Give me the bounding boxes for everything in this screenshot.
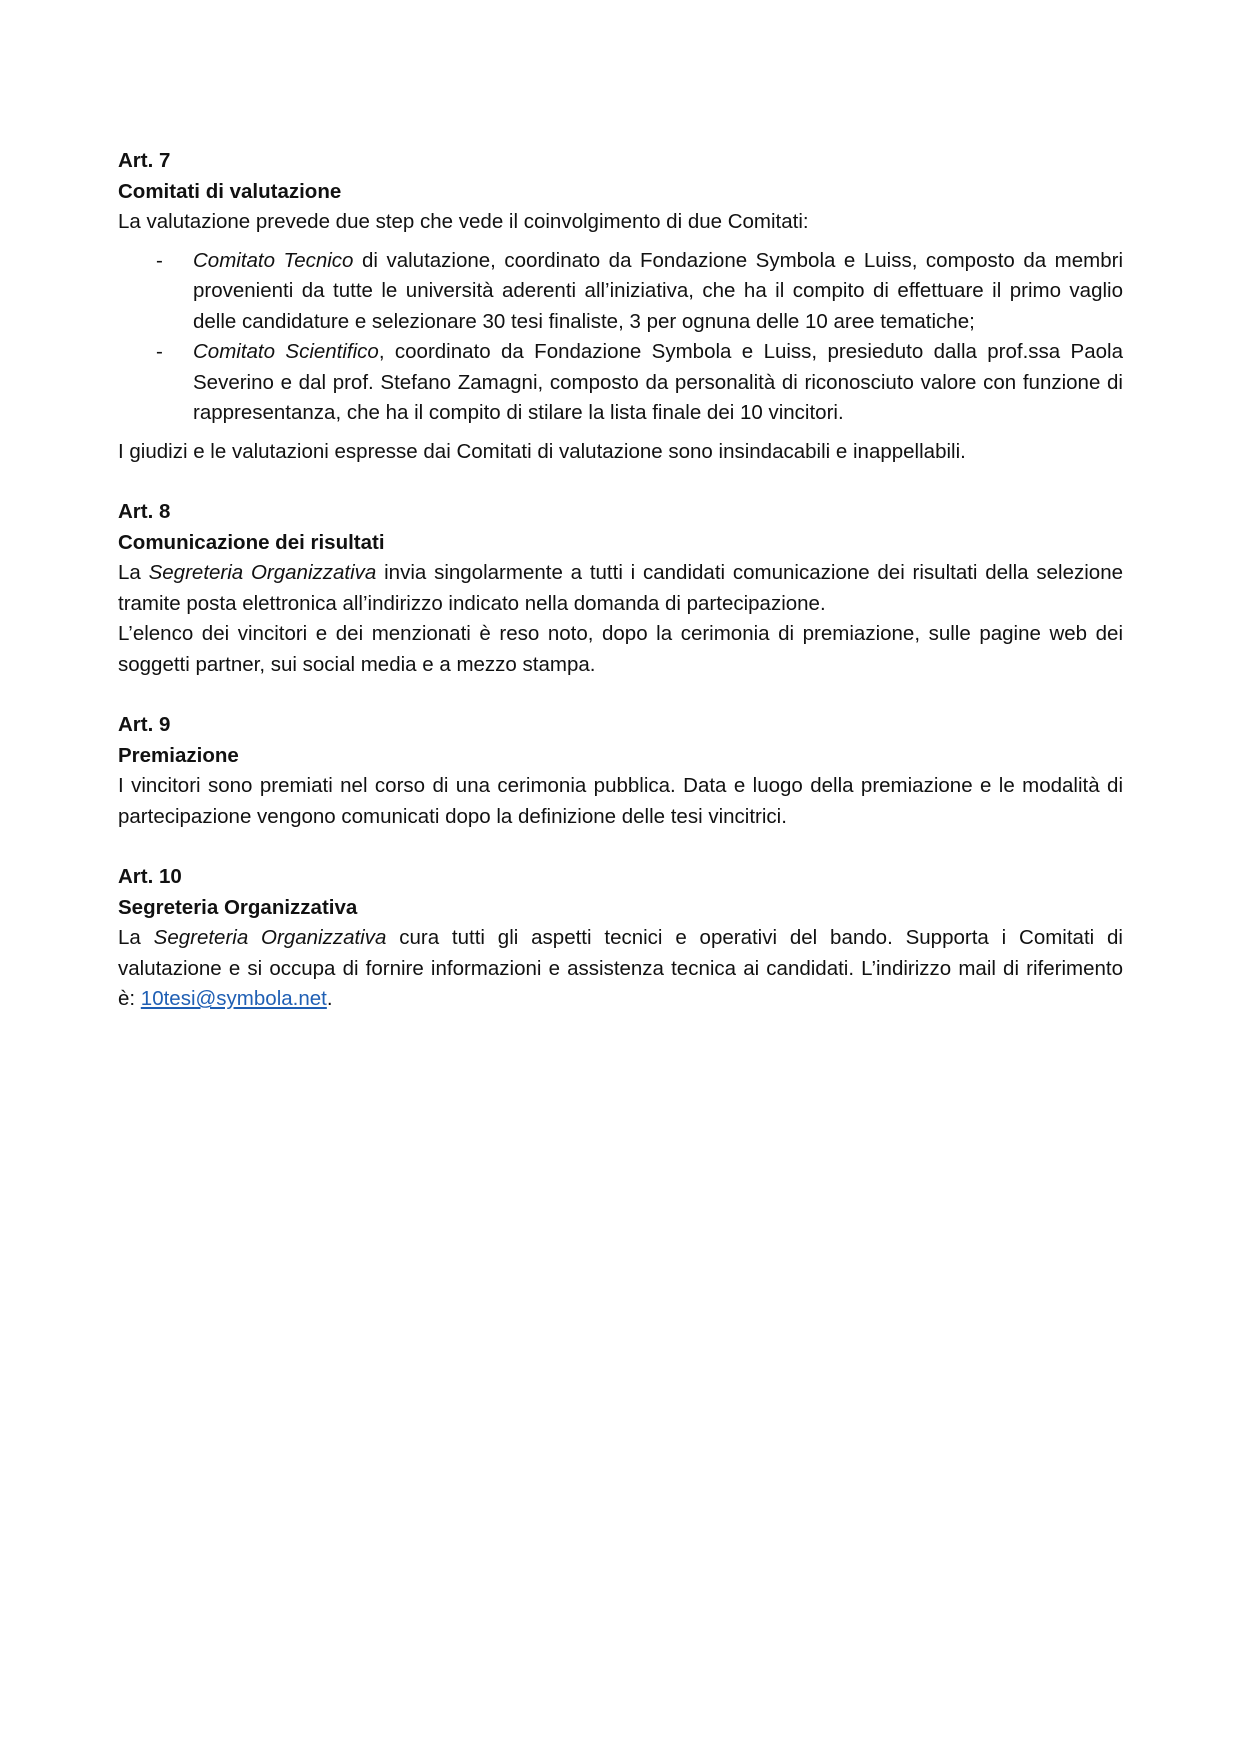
article-paragraph: [118, 558, 1123, 619]
article-8: [118, 497, 1123, 680]
committee-name: Comitato Scientifico: [193, 340, 379, 363]
text-run: La: [118, 926, 154, 949]
committee-name: Comitato Tecnico: [193, 248, 354, 272]
article-number: Art. 9: [118, 713, 171, 736]
article-title: Comunicazione dei risultati: [118, 530, 385, 554]
text-run: invia singolarmente a tutti i candidati comunicazione dei risultati della selezione tramite posta elettronica all’indirizzo indicato nella domanda di partecipazione.: [118, 561, 1123, 615]
list-item: [118, 246, 1123, 338]
article-title: Comitati di valutazione: [118, 179, 342, 203]
text-run: .: [326, 987, 333, 1010]
article-number: Art. 7: [118, 149, 171, 172]
article-10: [118, 862, 1123, 1015]
article-paragraph: I vincitori sono premiati nel corso di una cerimonia pubblica. Data e luogo della premiazione e le modalità di partecipazione vengono comunicati dopo la definizione delle tesi vincitrici.: [118, 774, 1123, 828]
article-number: Art. 10: [118, 865, 182, 888]
document-body: [118, 146, 1123, 1045]
committee-description: di valutazione, coordinato da Fondazione Symbola e Luiss, composto da membri provenienti da tutte le università aderenti all’iniziativa, che ha il compito di effettuare il primo vaglio delle candidature e selezionare 30 tesi finaliste, 3 per ognuna delle 10 aree tematiche;: [193, 248, 1124, 333]
organization-name: Segreteria Organizzativa: [153, 926, 387, 949]
organization-name: Segreteria Organizzativa: [148, 561, 377, 584]
dash-bullet: -: [156, 340, 163, 363]
article-paragraph: L’elenco dei vincitori e dei menzionati è reso noto, dopo la cerimonia di premiazione, sulle pagine web dei soggetti partner, sui social media e a mezzo stampa.: [118, 622, 1123, 676]
article-title: Premiazione: [118, 743, 239, 767]
article-number: Art. 8: [118, 500, 171, 523]
article-7: [118, 146, 1123, 467]
article-intro: La valutazione prevede due step che vede il coinvolgimento di due Comitati:: [118, 210, 809, 233]
committee-list: [118, 246, 1123, 429]
article-paragraph: [118, 923, 1123, 1015]
text-run: La: [118, 561, 149, 584]
committee-description: , coordinato da Fondazione Symbola e Luiss, presieduto dalla prof.ssa Paola Severino e dal prof. Stefano Zamagni, composto da personalità di riconosciuto valore con funzione di rappresentanza, che ha il compito di stilare la lista finale dei 10 vincitori.: [193, 340, 1123, 424]
article-9: [118, 710, 1123, 832]
list-item: [118, 337, 1123, 429]
email-link[interactable]: 10tesi@symbola.net: [140, 987, 327, 1010]
article-title: Segreteria Organizzativa: [118, 895, 358, 919]
text-run: cura tutti gli aspetti tecnici e operativi del bando. Supporta i Comitati di valutazione e si occupa di fornire informazioni e assistenza tecnica ai candidati. L’indirizzo mail di riferimento è:: [118, 926, 1123, 1010]
dash-bullet: -: [156, 248, 163, 272]
article-closing: I giudizi e le valutazioni espresse dai Comitati di valutazione sono insindacabili e inappellabili.: [118, 439, 966, 463]
